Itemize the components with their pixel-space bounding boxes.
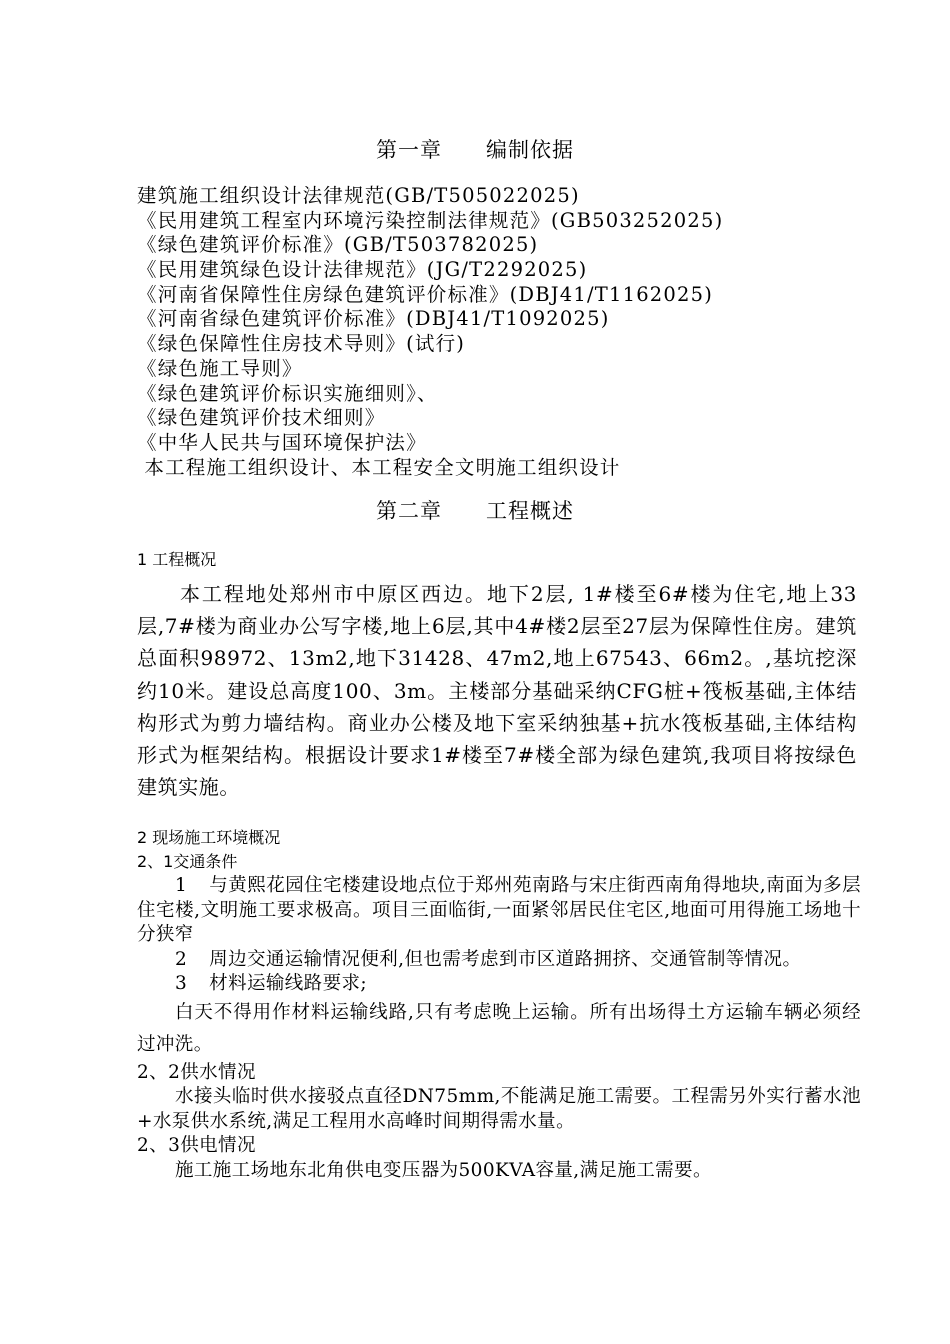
traffic-item-text: 材料运输线路要求; xyxy=(209,973,368,994)
reference-item: 《河南省绿色建筑评价标准》(DBJ41/T1092025) xyxy=(137,307,610,331)
water-subtitle: 2、2供水情况 xyxy=(137,1061,256,1083)
reference-item: 《绿色建筑评价技术细则》 xyxy=(137,406,386,430)
chapter-2-title: 工程概述 xyxy=(486,499,574,523)
section-2 xyxy=(137,826,861,1183)
section-1-title: 1 工程概况 xyxy=(137,550,217,569)
power-paragraph: 施工施工场地东北角供电变压器为500KVA容量,满足施工需要。 xyxy=(175,1159,712,1181)
traffic-subtitle: 2、1交通条件 xyxy=(137,852,238,871)
reference-item: 《绿色建筑评价标准》(GB/T503782025) xyxy=(137,233,539,257)
section-1-paragraph: 本工程地处郑州市中原区西边。地下2层, 1#楼至6#楼为住宅,地上33层,7#楼为商业办公写字楼,地上6层,其中4#楼2层至27层为保障性住房。建筑总面积98972、13m2,地下31428、47m2,地上67543、66m2。,基坑挖深约10米。建设总高度100、3m。主楼部分基础采纳CFG桩+筏板基础,主体结构形式为剪力墙结构。商业办公楼及地下室采纳独基+抗水筏板基础,主体结构形式为框架结构。根据设计要求1#楼至7#楼全部为绿色建筑,我项目将按绿色建筑实施。 xyxy=(137,582,857,800)
water-paragraph: 水接头临时供水接驳点直径DN75mm,不能满足施工需要。工程需另外实行蓄水池+水泵供水系统,满足工程用水高峰时间期得需水量。 xyxy=(137,1086,861,1132)
reference-item: 《绿色建筑评价标识实施细则》、 xyxy=(137,381,438,405)
reference-item: 《绿色保障性住房技术导则》(试行) xyxy=(137,332,466,356)
traffic-item-number: 3 xyxy=(175,973,188,994)
traffic-item-number: 2 xyxy=(175,948,188,970)
traffic-item xyxy=(137,948,861,973)
reference-item: 《中华人民共与国环境保护法》 xyxy=(137,430,427,454)
reference-item: 本工程施工组织设计、本工程安全文明施工组织设计 xyxy=(137,455,621,479)
reference-item: 《民用建筑工程室内环境污染控制法律规范》(GB503252025) xyxy=(137,208,724,232)
section-2-title: 2 现场施工环境概况 xyxy=(137,828,281,847)
traffic-item-text: 与黄熙花园住宅楼建设地点位于郑州苑南路与宋庄街西南角得地块,南面为多层住宅楼,文明施工要求极高。项目三面临街,一面紧邻居民住宅区,地面可用得施工场地十分狭窄 xyxy=(137,875,861,945)
reference-item: 建筑施工组织设计法律规范(GB/T505022025) xyxy=(137,184,580,207)
traffic-item xyxy=(137,972,861,997)
power-subtitle: 2、3供电情况 xyxy=(137,1135,256,1156)
chapter-2-heading xyxy=(0,497,950,525)
chapter-1-label: 第一章 xyxy=(376,138,442,162)
chapter-1-title: 编制依据 xyxy=(486,138,574,162)
reference-item: 《绿色施工导则》 xyxy=(137,356,303,380)
traffic-extra-paragraph: 白天不得用作材料运输线路,只有考虑晚上运输。所有出场得土方运输车辆必须经过冲洗。 xyxy=(137,1001,861,1055)
chapter-1-heading xyxy=(0,136,950,164)
traffic-item-number: 1 xyxy=(175,875,188,896)
traffic-item-text: 周边交通运输情况便利,但也需考虑到市区道路拥挤、交通管制等情况。 xyxy=(209,948,802,970)
reference-item: 《河南省保障性住房绿色建筑评价标准》(DBJ41/T1162025) xyxy=(137,282,714,306)
chapter-2-label: 第二章 xyxy=(376,499,442,523)
reference-item: 《民用建筑绿色设计法律规范》(JG/T2292025) xyxy=(137,258,588,282)
reference-list xyxy=(137,184,897,480)
traffic-item xyxy=(137,874,861,948)
